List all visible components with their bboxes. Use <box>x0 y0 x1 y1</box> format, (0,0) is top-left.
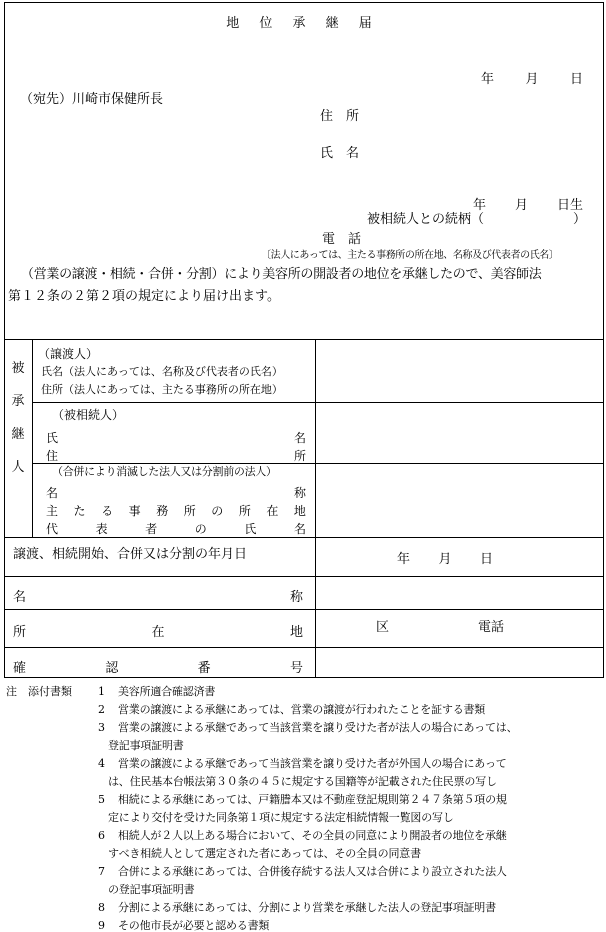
note-text-line: 相続人が２人以上ある場合において、その全員の同意により開設者の地位を承継 <box>118 829 507 842</box>
transferor-address-line: 住所（法人にあっては、主たる事務所の所在地） <box>41 383 283 396</box>
row-divider-address <box>4 609 604 610</box>
note-text-line: 営業の譲渡による承継にあっては、営業の譲渡が行われたことを証する書類 <box>118 703 486 716</box>
label-char: 確 <box>13 661 27 676</box>
side-char-1: 被 <box>11 361 25 376</box>
statement-line-2: 第１２条の２第２項の規定により届け出ます。 <box>8 289 280 304</box>
note-text-line: 定により交付を受けた同条第１項に規定する法定相続情報一覧図の写し <box>108 811 454 824</box>
birth-month: 月 <box>514 198 528 213</box>
notes-prefix: 注 添付書類 <box>6 685 72 698</box>
note-text-line: 営業の譲渡による承継であって当該営業を譲り受けた者が外国人の場合にあって <box>118 757 507 770</box>
label-char: 名 <box>46 486 59 500</box>
side-char-4: 人 <box>11 460 25 475</box>
decedent-name-label <box>46 429 306 446</box>
label-char: 名 <box>293 431 306 445</box>
column-divider <box>315 339 316 678</box>
note-number: 9 <box>98 919 105 932</box>
row-divider-name <box>4 576 604 577</box>
label-char: 号 <box>289 661 303 676</box>
label-char: 在 <box>151 625 165 640</box>
note-number: 2 <box>98 703 105 716</box>
label-char: 所 <box>293 449 306 463</box>
label-char: 名 <box>13 590 27 605</box>
label-char: 住 <box>46 449 59 463</box>
relation-close: ） <box>573 212 587 227</box>
note-number: 6 <box>98 829 105 842</box>
transferor-header: （譲渡人） <box>38 347 99 361</box>
applicant-birth-date <box>473 194 583 213</box>
relation-label: 被相続人との続柄（ <box>367 212 485 227</box>
merged-corp-header: （合併により消滅した法人又は分割前の法人） <box>52 465 277 478</box>
transfer-date-label: 譲渡、相続開始、合併又は分割の年月日 <box>13 547 248 562</box>
label-char: 称 <box>293 486 306 500</box>
label-char: る <box>101 504 114 518</box>
note-text-line: すべき相続人として選定された者にあっては、その全員の同意書 <box>108 847 421 860</box>
label-char: 務 <box>156 504 169 518</box>
successor-side-label <box>4 357 32 475</box>
corporation-note: 〔法人にあっては、主たる事務所の所在地、名称及び代表者の氏名〕 <box>261 250 559 261</box>
note-number: 5 <box>98 793 105 806</box>
addressee: （宛先）川崎市保健所長 <box>20 92 164 107</box>
applicant-phone-label: 電 話 <box>322 232 362 247</box>
transfer-date-day: 日 <box>479 552 493 567</box>
label-char: 所 <box>183 504 196 518</box>
transferor-name-line: 氏名（法人にあっては、名称及び代表者の氏名） <box>41 365 283 378</box>
date-month: 月 <box>525 72 539 87</box>
confirmation-number-label <box>13 657 303 676</box>
label-char: 主 <box>46 504 59 518</box>
note-number: 8 <box>98 901 105 914</box>
side-char-3: 継 <box>11 427 25 442</box>
label-char: 事 <box>128 504 141 518</box>
statement-line-1: （営業の譲渡・相続・合併・分割）により美容所の開設者の地位を承継したので、美容師法 <box>21 267 542 282</box>
label-char: 氏 <box>46 431 59 445</box>
birth-year: 年 <box>473 198 487 213</box>
row-divider-confirm <box>4 647 604 648</box>
facility-phone-label: 電話 <box>478 620 505 635</box>
note-number: 4 <box>98 757 105 770</box>
note-number: 7 <box>98 865 105 878</box>
note-text-line: 相続による承継にあっては、戸籍謄本又は不動産登記規則第２４７条第５項の規 <box>118 793 507 806</box>
note-text-line: 美容所適合確認済書 <box>118 685 216 698</box>
transfer-date-value <box>397 548 493 567</box>
label-char: 在 <box>266 504 279 518</box>
facility-address-label <box>13 621 303 640</box>
birth-day: 日生 <box>556 198 583 213</box>
applicant-name-label: 氏 名 <box>320 146 360 161</box>
merged-corp-name-label <box>46 484 306 501</box>
transfer-date-month: 月 <box>438 552 452 567</box>
note-text-line: 分割による承継にあっては、分割により営業を承継した法人の登記事項証明書 <box>118 901 496 914</box>
decedent-address-label <box>46 447 306 464</box>
row-divider-date <box>4 537 604 538</box>
label-char: 表 <box>95 522 108 536</box>
label-char: 認 <box>105 661 119 676</box>
decedent-header: （被相続人） <box>52 408 125 422</box>
form-title: 地 位 承 継 届 <box>226 16 380 31</box>
date-day: 日 <box>569 72 583 87</box>
note-text-line: の登記事項証明書 <box>108 883 195 896</box>
label-char: 所 <box>238 504 251 518</box>
label-char: 氏 <box>244 522 257 536</box>
note-text-line: 営業の譲渡による承継であって当該営業を譲り受けた者が法人の場合にあっては、 <box>118 721 518 734</box>
applicant-address-label: 住 所 <box>320 109 360 124</box>
label-char: 所 <box>13 625 27 640</box>
merged-corp-rep-label <box>46 520 306 537</box>
row-divider-transferor <box>32 402 604 403</box>
submission-date <box>481 68 583 87</box>
merged-corp-office-label <box>46 502 306 519</box>
note-text-line: 登記事項証明書 <box>108 739 184 752</box>
note-text-line: は、住民基本台帳法第３０条の４５に規定する国籍等が記載された住民票の写し <box>108 775 497 788</box>
label-char: 称 <box>289 590 303 605</box>
label-char: 名 <box>293 522 306 536</box>
ward-label: 区 <box>376 620 390 635</box>
label-char: の <box>194 522 207 536</box>
label-char: 代 <box>46 522 59 536</box>
note-number: 1 <box>98 685 105 698</box>
note-number: 3 <box>98 721 105 734</box>
note-text-line: その他市長が必要と認める書類 <box>118 919 270 932</box>
label-char: 者 <box>145 522 158 536</box>
facility-name-label <box>13 586 303 605</box>
transfer-date-year: 年 <box>397 552 411 567</box>
date-year: 年 <box>481 72 495 87</box>
side-label-divider <box>32 339 33 537</box>
label-char: の <box>211 504 224 518</box>
label-char: 地 <box>293 504 306 518</box>
side-char-2: 承 <box>11 394 25 409</box>
label-char: た <box>73 504 86 518</box>
label-char: 番 <box>197 661 211 676</box>
label-char: 地 <box>289 625 303 640</box>
table-top-border <box>4 339 604 340</box>
note-text-line: 合併による承継にあっては、合併後存続する法人又は合併により設立された法人 <box>118 865 507 878</box>
